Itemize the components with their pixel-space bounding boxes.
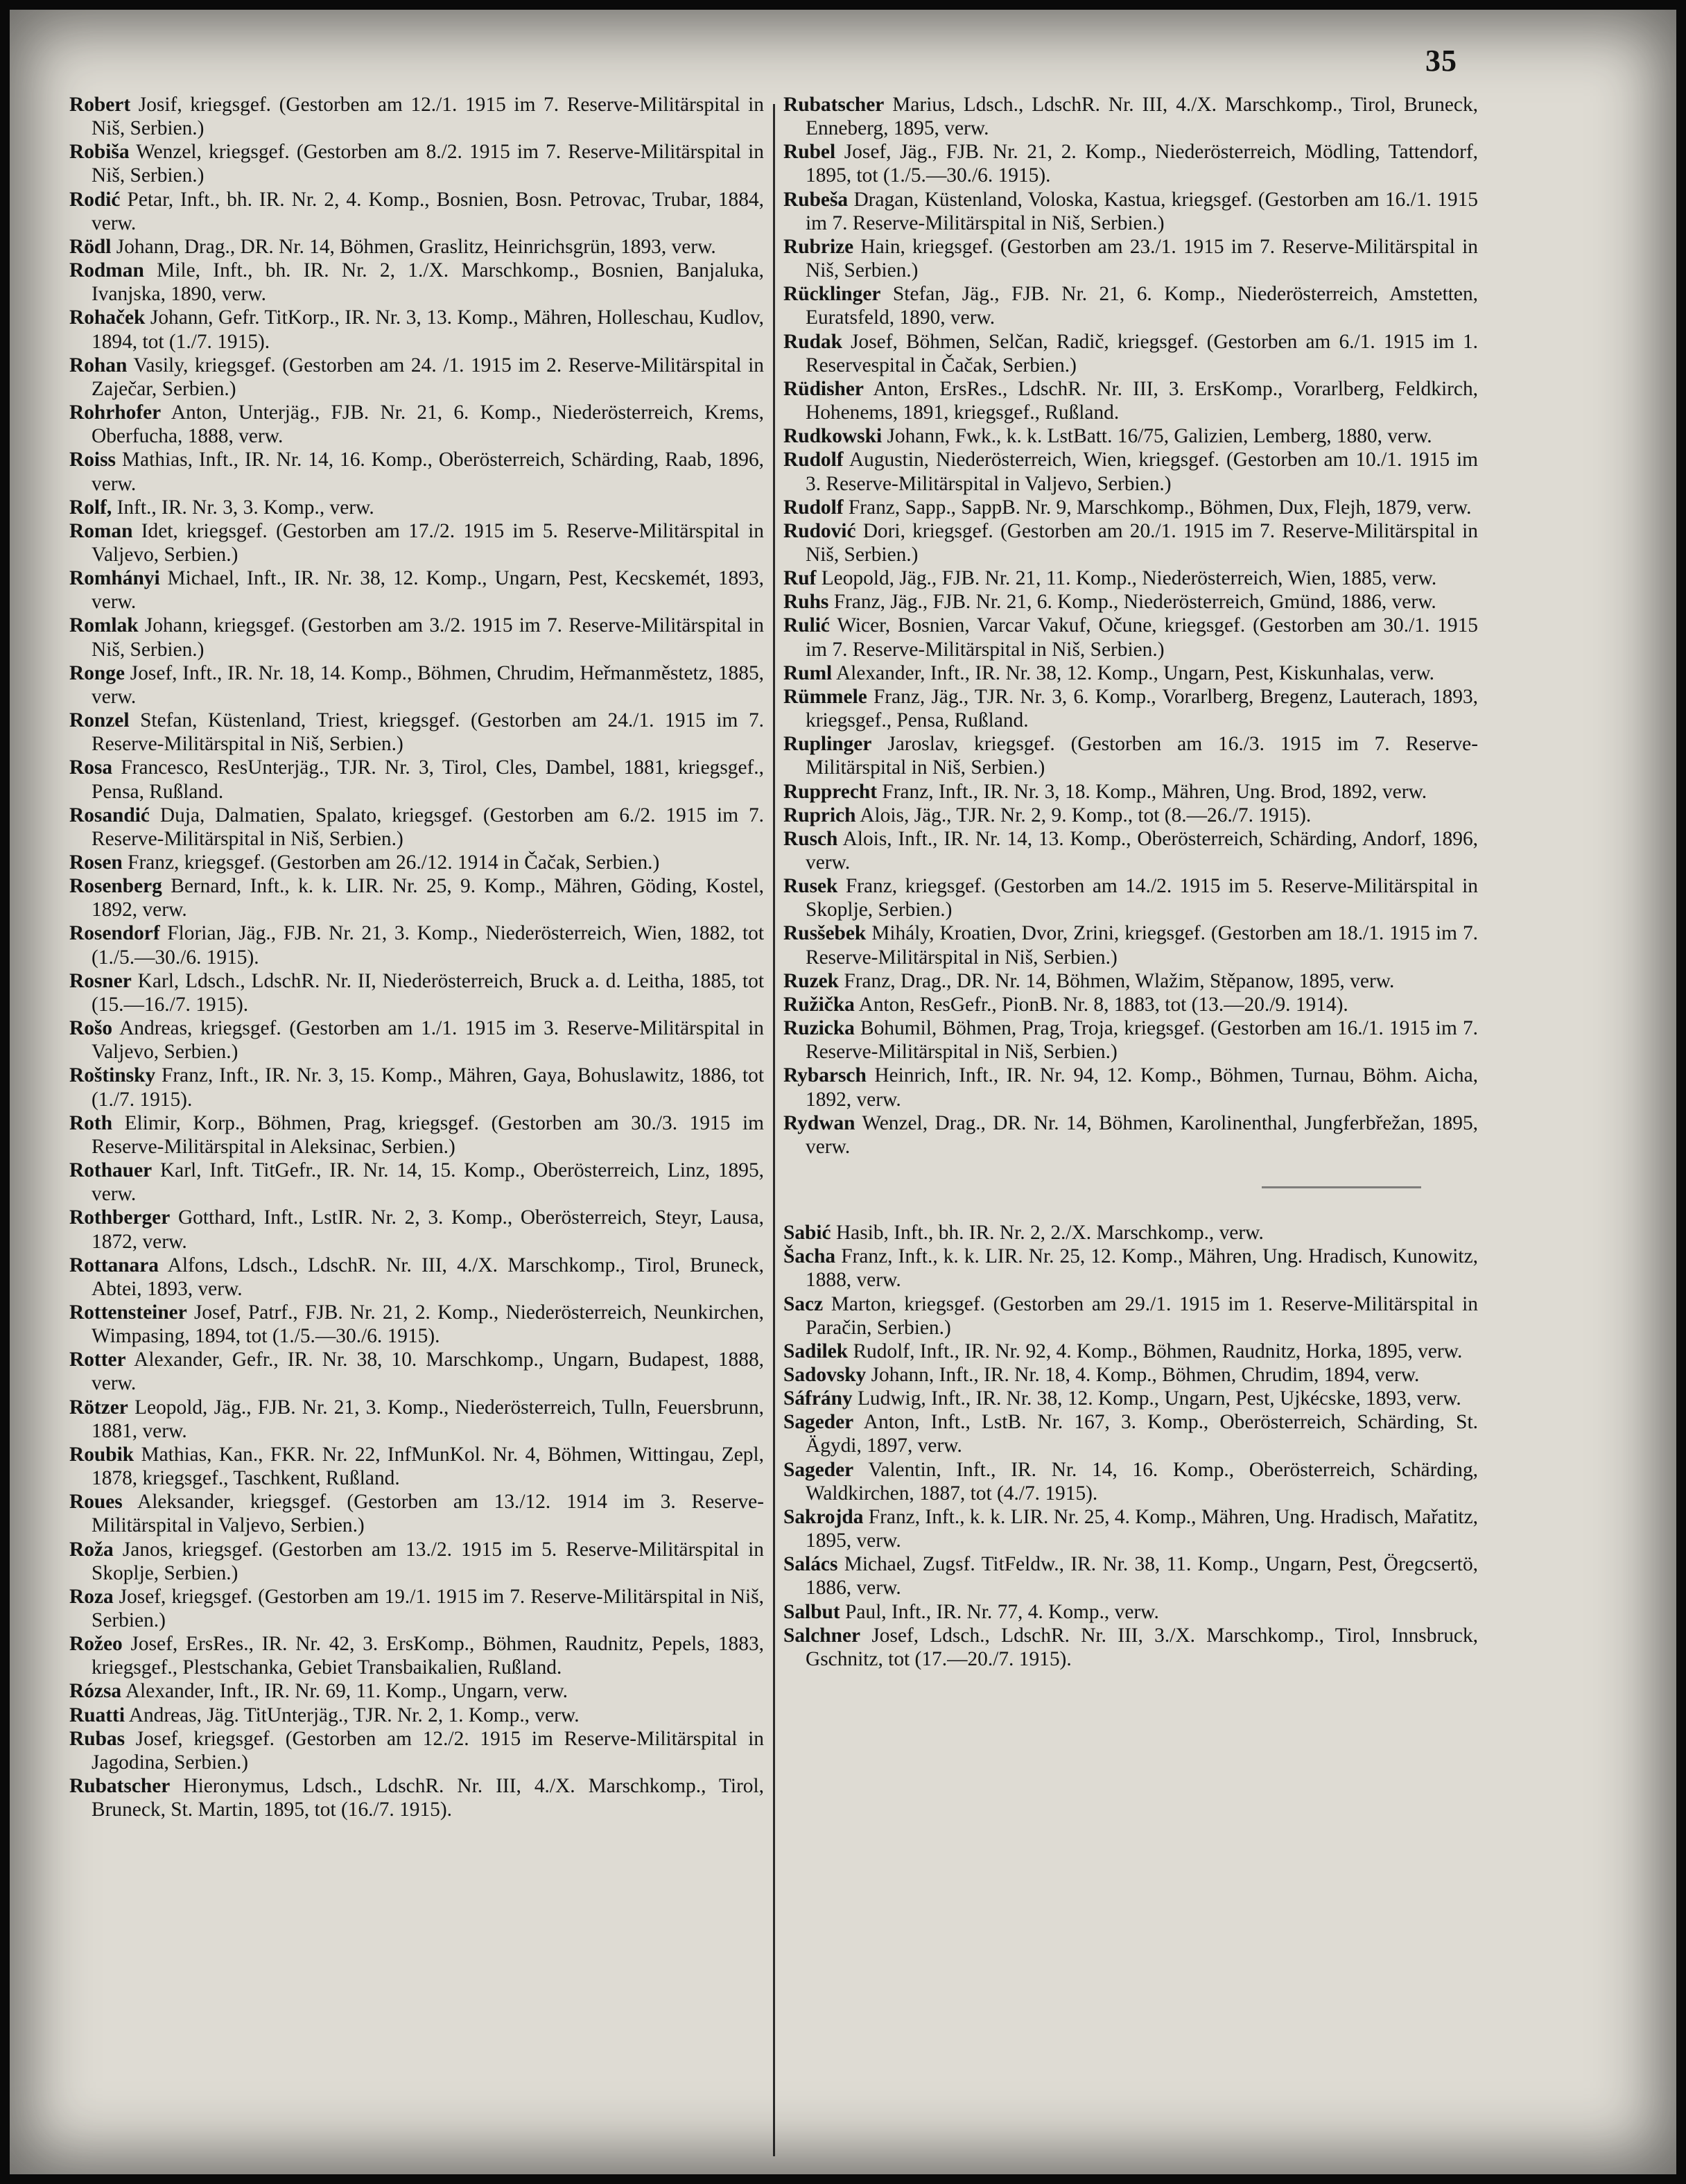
entry: [69, 566, 764, 614]
entry-surname: Robiša: [69, 141, 130, 164]
entry-details: Francesco, ResUnterjäg., TJR. Nr. 3, Tirol, Cles, Dambel, 1881, kriegsgef., Pensa, Rußland.: [92, 756, 764, 803]
entry-details: Franz, kriegsgef. (Gestorben am 14./2. 1915 im 5. Reserve-Militärspital in Skoplje, Serbien.): [806, 875, 1478, 921]
entry-details: Mathias, Kan., FKR. Nr. 22, InfMunKol. Nr. 4, Böhmen, Wittingau, Zepl, 1878, kriegsgef., Taschkent, Rußland.: [92, 1443, 764, 1490]
entry-details: Inft., IR. Nr. 3, 3. Komp., verw.: [112, 496, 374, 519]
entry-details: Jaroslav, kriegsgef. (Gestorben am 16./3. 1915 im 7. Reserve-Militärspital in Niš, Serbien.): [806, 733, 1478, 779]
entry: [69, 1064, 764, 1111]
entry-details: Janos, kriegsgef. (Gestorben am 13./2. 1915 im 5. Reserve-Militärspital in Skoplje, Serbien.): [92, 1538, 764, 1584]
entry: [783, 235, 1478, 282]
entry-surname: Ronzel: [69, 709, 130, 732]
entry-details: Michael, Inft., IR. Nr. 38, 12. Komp., Ungarn, Pest, Kecskemét, 1893, verw.: [92, 567, 764, 614]
entry-surname: Rohan: [69, 354, 128, 376]
entry-surname: Robert: [69, 94, 131, 116]
entry: [69, 804, 764, 851]
entry: [69, 1111, 764, 1159]
entry-surname: Salács: [783, 1553, 838, 1576]
entry-surname: Ruml: [783, 661, 833, 684]
entry-details: Johann, Fwk., k. k. LstBatt. 16/75, Galizien, Lemberg, 1880, verw.: [882, 425, 1432, 448]
entry: [69, 235, 764, 259]
entry-details: Alois, Inft., IR. Nr. 14, 13. Komp., Oberösterreich, Schärding, Andorf, 1896, verw.: [806, 827, 1478, 874]
entry-surname: Ruprich: [783, 804, 856, 826]
entry: [783, 566, 1478, 590]
entry-surname: Roues: [69, 1491, 123, 1514]
entry-surname: Sacz: [783, 1292, 824, 1315]
entry-surname: Rulić: [783, 614, 830, 637]
entry-details: Alexander, Inft., IR. Nr. 38, 12. Komp., Ungarn, Pest, Kiskunhalas, verw.: [832, 661, 1434, 684]
entry-details: Josef, Ldsch., LdschR. Nr. III, 3./X. Marschkomp., Tirol, Innsbruck, Gschnitz, tot (17.—20./7. 1915).: [806, 1624, 1478, 1670]
entry: [69, 1679, 764, 1703]
entry-surname: Rusch: [783, 827, 838, 850]
entry-surname: Sageder: [783, 1458, 854, 1481]
entry-surname: Rosandić: [69, 804, 150, 826]
entry-details: Josef, Jäg., FJB. Nr. 21, 2. Komp., Niederösterreich, Mödling, Tattendorf, 1895, tot (1./5.—30./6. 1915).: [806, 141, 1478, 187]
entry-surname: Rudkowski: [783, 425, 883, 448]
entry-details: Andreas, kriegsgef. (Gestorben am 1./1. 1915 im 3. Reserve-Militärspital in Valjevo, Serbien.): [92, 1017, 764, 1064]
entry: [783, 993, 1478, 1016]
entry-surname: Rohaček: [69, 306, 146, 329]
entry-surname: Rosa: [69, 756, 113, 779]
entry: [783, 1363, 1478, 1387]
entry-surname: Rodman: [69, 259, 144, 282]
entry-details: Wenzel, Drag., DR. Nr. 14, Böhmen, Karolinenthal, Jungferbřežan, 1895, verw.: [806, 1111, 1478, 1158]
entry-details: Andreas, Jäg. TitUnterjäg., TJR. Nr. 2, 1. Komp., verw.: [125, 1704, 580, 1726]
page-number: 35: [1425, 44, 1457, 78]
entry: [783, 1410, 1478, 1457]
entry-details: Franz, Inft., IR. Nr. 3, 15. Komp., Mähren, Gaya, Bohuslawitz, 1886, tot (1./7. 1915).: [92, 1064, 764, 1111]
entry: [783, 614, 1478, 661]
entry: [69, 1727, 764, 1774]
entry-surname: Ruf: [783, 567, 817, 590]
entry: [783, 1340, 1478, 1363]
entry-details: Leopold, Jäg., FJB. Nr. 21, 11. Komp., Niederösterreich, Wien, 1885, verw.: [816, 567, 1437, 590]
entry: [69, 614, 764, 661]
entry-details: Rudolf, Inft., IR. Nr. 92, 4. Komp., Böhmen, Raudnitz, Horka, 1895, verw.: [848, 1340, 1463, 1362]
entry-details: Paul, Inft., IR. Nr. 77, 4. Komp., verw.: [840, 1600, 1159, 1623]
entry-details: Karl, Ldsch., LdschR. Nr. II, Niederösterreich, Bruck a. d. Leitha, 1885, tot (15.—16./7. 1915).: [92, 969, 764, 1016]
entry: [69, 401, 764, 448]
entry: [783, 519, 1478, 566]
entry-details: Marton, kriegsgef. (Gestorben am 29./1. 1915 im 1. Reserve-Militärspital in Paračin, Serbien.): [806, 1292, 1478, 1339]
entry-surname: Rubel: [783, 141, 836, 164]
entry-surname: Rücklinger: [783, 283, 881, 306]
entry-surname: Rožeo: [69, 1633, 123, 1656]
entry-details: Duja, Dalmatien, Spalato, kriegsgef. (Gestorben am 6./2. 1915 im 7. Reserve-Militärspital in Niš, Serbien.): [92, 804, 764, 850]
entry-surname: Rosner: [69, 969, 132, 992]
entry-details: Florian, Jäg., FJB. Nr. 21, 3. Komp., Niederösterreich, Wien, 1882, tot (1./5.—30./6. 1915).: [92, 922, 764, 969]
entry: [783, 969, 1478, 993]
entry-details: Franz, Drag., DR. Nr. 14, Böhmen, Wlažim, Stěpanow, 1895, verw.: [839, 969, 1395, 992]
entry: [69, 756, 764, 803]
entry-surname: Sageder: [783, 1411, 854, 1434]
entry-surname: Ruzicka: [783, 1017, 855, 1040]
entry-surname: Rusšebek: [783, 922, 867, 945]
entry: [69, 188, 764, 235]
entry: [783, 1624, 1478, 1671]
entry: [69, 851, 764, 874]
entry: [69, 1774, 764, 1821]
entry-surname: Rybarsch: [783, 1064, 867, 1087]
entry: [783, 1600, 1478, 1624]
entry-details: Franz, Sapp., SappB. Nr. 9, Marschkomp., Böhmen, Dux, Flejh, 1879, verw.: [843, 496, 1472, 519]
entry-surname: Rudović: [783, 519, 856, 542]
entry-surname: Rubatscher: [69, 1775, 171, 1798]
entry-surname: Roza: [69, 1585, 114, 1608]
entry-surname: Sakrojda: [783, 1505, 864, 1528]
entry: [783, 330, 1478, 377]
entry-details: Johann, Drag., DR. Nr. 14, Böhmen, Graslitz, Heinrichsgrün, 1893, verw.: [111, 235, 716, 258]
entry-surname: Ruplinger: [783, 733, 872, 756]
entry-details: Josef, ErsRes., IR. Nr. 42, 3. ErsKomp., Böhmen, Raudnitz, Pepels, 1883, kriegsgef., Plestschanka, Gebiet Transbaikalien, Rußland.: [92, 1633, 764, 1679]
entry: [783, 1552, 1478, 1600]
entry-details: Alexander, Gefr., IR. Nr. 38, 10. Marschkomp., Ungarn, Budapest, 1888, verw.: [92, 1349, 764, 1395]
entry-surname: Rosenberg: [69, 875, 162, 898]
entry-details: Mathias, Inft., IR. Nr. 14, 16. Komp., Oberösterreich, Schärding, Raab, 1896, verw.: [92, 449, 764, 495]
entry-surname: Sadilek: [783, 1340, 849, 1362]
entry-details: Josif, kriegsgef. (Gestorben am 12./1. 1915 im 7. Reserve-Militärspital in Niš, Serbien.): [92, 94, 764, 140]
entry-surname: Rolf,: [69, 496, 112, 519]
entry: [69, 496, 764, 519]
entry: [783, 282, 1478, 329]
entry-details: Wicer, Bosnien, Varcar Vakuf, Očune, kriegsgef. (Gestorben am 30./1. 1915 im 7. Reserve-Militärspital in Niš, Serbien.): [806, 614, 1478, 661]
entry: [69, 1704, 764, 1727]
entry-surname: Romlak: [69, 614, 139, 637]
entry-surname: Roth: [69, 1111, 113, 1134]
entry-surname: Sadovsky: [783, 1363, 867, 1386]
entry: [69, 1443, 764, 1490]
entry: [783, 93, 1478, 140]
entry-surname: Rubas: [69, 1727, 125, 1750]
entry-details: Hieronymus, Ldsch., LdschR. Nr. III, 4./X. Marschkomp., Tirol, Bruneck, St. Martin, 1895, tot (16./7. 1915).: [92, 1775, 764, 1821]
entry-surname: Rydwan: [783, 1111, 855, 1134]
entry: [783, 1016, 1478, 1064]
entry: [783, 874, 1478, 921]
column-divider: [773, 104, 775, 2156]
entry-surname: Ronge: [69, 661, 125, 684]
entry-details: Gotthard, Inft., LstIR. Nr. 2, 3. Komp., Oberösterreich, Steyr, Lausa, 1872, verw.: [92, 1206, 764, 1253]
entry: [69, 921, 764, 969]
entry: [783, 732, 1478, 779]
entry-surname: Sabić: [783, 1222, 831, 1245]
entry-surname: Rüdisher: [783, 377, 864, 400]
entry-details: Franz, Jäg., TJR. Nr. 3, 6. Komp., Vorarlberg, Bregenz, Lauterach, 1893, kriegsgef., Pensa, Rußland.: [806, 685, 1478, 732]
entry-surname: Ruzek: [783, 969, 840, 992]
entry-details: Josef, kriegsgef. (Gestorben am 12./2. 1915 im Reserve-Militärspital in Jagodina, Serbien.): [92, 1727, 764, 1774]
entry-surname: Sáfrány: [783, 1387, 853, 1410]
entry-surname: Rothauer: [69, 1159, 153, 1182]
entry: [69, 306, 764, 353]
entry: [69, 1016, 764, 1064]
entry-surname: Rümmele: [783, 685, 867, 708]
entry: [783, 1221, 1478, 1245]
entry-details: Franz, kriegsgef. (Gestorben am 26./12. 1914 in Čačak, Serbien.): [122, 851, 660, 874]
entry-details: Josef, Böhmen, Selčan, Radič, kriegsgef. (Gestorben am 6./1. 1915 im 1. Reservespital in Čačak, Serbien.): [806, 330, 1478, 376]
entry-surname: Rupprecht: [783, 780, 877, 803]
entry-details: Anton, ResGefr., PionB. Nr. 8, 1883, tot (13.—20./9. 1914).: [854, 993, 1348, 1016]
entry-details: Josef, kriegsgef. (Gestorben am 19./1. 1915 im 7. Reserve-Militärspital in Niš, Serbien.): [92, 1585, 764, 1631]
right-column-s-entries: [783, 1221, 1478, 1671]
entry: [783, 661, 1478, 685]
entry-surname: Rubatscher: [783, 94, 885, 116]
entry: [783, 448, 1478, 495]
entry-surname: Rudak: [783, 330, 842, 353]
entry-details: Franz, Inft., IR. Nr. 3, 18. Komp., Mähren, Ung. Brod, 1892, verw.: [877, 780, 1427, 803]
entry-surname: Rodić: [69, 188, 121, 211]
entry-details: Leopold, Jäg., FJB. Nr. 21, 3. Komp., Niederösterreich, Tulln, Feuersbrunn, 1881, verw.: [92, 1396, 764, 1442]
entry: [69, 1206, 764, 1253]
entry-details: Bernard, Inft., k. k. LIR. Nr. 25, 9. Komp., Mähren, Göding, Kostel, 1892, verw.: [92, 875, 764, 921]
entry-details: Idet, kriegsgef. (Gestorben am 17./2. 1915 im 5. Reserve-Militärspital in Valjevo, Serbien.): [92, 519, 764, 566]
entry-surname: Rózsa: [69, 1680, 122, 1703]
entry: [783, 377, 1478, 424]
section-divider: [783, 1159, 1478, 1221]
entry: [783, 804, 1478, 827]
entry-surname: Rotter: [69, 1349, 126, 1371]
entry-details: Heinrich, Inft., IR. Nr. 94, 12. Komp., Böhmen, Turnau, Böhm. Aicha, 1892, verw.: [806, 1064, 1478, 1111]
entry: [69, 448, 764, 495]
right-column-r-entries: [783, 93, 1478, 1159]
entry-details: Johann, Gefr. TitKorp., IR. Nr. 3, 13. Komp., Mähren, Holleschau, Kudlov, 1894, tot (1./7. 1915).: [92, 306, 764, 353]
entry: [783, 685, 1478, 732]
entry-details: Josef, Inft., IR. Nr. 18, 14. Komp., Böhmen, Chrudim, Heřmanměstetz, 1885, verw.: [92, 661, 764, 708]
entry-surname: Rothberger: [69, 1206, 171, 1229]
entry: [69, 661, 764, 709]
entry-details: Michael, Zugsf. TitFeldw., IR. Nr. 38, 11. Komp., Ungarn, Pest, Öregcsertö, 1886, verw.: [806, 1553, 1478, 1600]
entry: [69, 519, 764, 566]
entry-details: Ludwig, Inft., IR. Nr. 38, 12. Komp., Ungarn, Pest, Ujkécske, 1893, verw.: [852, 1387, 1461, 1410]
entry: [783, 780, 1478, 804]
entry: [69, 140, 764, 187]
entry-surname: Rubeša: [783, 188, 849, 211]
entry-surname: Rödl: [69, 235, 112, 258]
entry: [783, 140, 1478, 187]
entry-surname: Rosen: [69, 851, 123, 874]
entry-details: Johann, Inft., IR. Nr. 18, 4. Komp., Böhmen, Chrudim, 1894, verw.: [866, 1363, 1420, 1386]
entry: [783, 1505, 1478, 1552]
entry-details: Wenzel, kriegsgef. (Gestorben am 8./2. 1915 im 7. Reserve-Militärspital in Niš, Serbien.): [92, 141, 764, 187]
entry-surname: Romhányi: [69, 567, 160, 590]
entry: [69, 1585, 764, 1632]
entry: [69, 709, 764, 756]
entry-surname: Rusek: [783, 875, 838, 898]
entry-details: Dragan, Küstenland, Voloska, Kastua, kriegsgef. (Gestorben am 16./1. 1915 im 7. Reserve-Militärspital in Niš, Serbien.): [806, 188, 1478, 234]
entry-details: Petar, Inft., bh. IR. Nr. 2, 4. Komp., Bosnien, Bosn. Petrovac, Trubar, 1884, verw.: [92, 188, 764, 234]
entry-details: Anton, ErsRes., LdschR. Nr. III, 3. ErsKomp., Vorarlberg, Feldkirch, Hohenems, 1891, kriegsgef., Rußland.: [806, 377, 1478, 424]
entry-details: Alexander, Inft., IR. Nr. 69, 11. Komp., Ungarn, verw.: [121, 1680, 568, 1703]
entry-surname: Salchner: [783, 1624, 861, 1647]
entry-details: Josef, Patrf., FJB. Nr. 21, 2. Komp., Niederösterreich, Neunkirchen, Wimpasing, 1894, tot (1./5.—30./6. 1915).: [92, 1301, 764, 1348]
entry-details: Hain, kriegsgef. (Gestorben am 23./1. 1915 im 7. Reserve-Militärspital in Niš, Serbien.): [806, 235, 1478, 282]
entry-details: Bohumil, Böhmen, Prag, Troja, kriegsgef. (Gestorben am 16./1. 1915 im 7. Reserve-Militärspital in Niš, Serbien.): [806, 1017, 1478, 1064]
entry: [69, 874, 764, 921]
entry: [69, 1632, 764, 1679]
entry-details: Franz, Inft., k. k. LIR. Nr. 25, 4. Komp., Mähren, Ung. Hradisch, Mařatitz, 1895, verw.: [806, 1505, 1478, 1552]
entry-details: Franz, Jäg., FJB. Nr. 21, 6. Komp., Niederösterreich, Gmünd, 1886, verw.: [828, 591, 1436, 614]
entry-details: Elimir, Korp., Böhmen, Prag, kriegsgef. (Gestorben am 30./3. 1915 im Reserve-Militärspital in Aleksinac, Serbien.): [92, 1111, 764, 1158]
entry: [69, 93, 764, 140]
entry: [69, 1159, 764, 1206]
entry-surname: Ruhs: [783, 591, 829, 614]
entry-surname: Roman: [69, 519, 133, 542]
left-column: [69, 93, 764, 1821]
entry: [783, 188, 1478, 235]
entry-surname: Ružička: [783, 993, 855, 1016]
entry-surname: Rohrhofer: [69, 401, 162, 424]
entry-surname: Šacha: [783, 1245, 836, 1268]
entry-details: Dori, kriegsgef. (Gestorben am 20./1. 1915 im 7. Reserve-Militärspital in Niš, Serbien.): [806, 519, 1478, 566]
entry-details: Mile, Inft., bh. IR. Nr. 2, 1./X. Marschkomp., Bosnien, Banjaluka, Ivanjska, 1890, verw.: [92, 259, 764, 306]
entry-details: Mihály, Kroatien, Dvor, Zrini, kriegsgef. (Gestorben am 18./1. 1915 im 7. Reserve-Militärspital in Niš, Serbien.): [806, 922, 1478, 969]
entry-details: Anton, Inft., LstB. Nr. 167, 3. Komp., Oberösterreich, Schärding, St. Ägydi, 1897, verw.: [806, 1411, 1478, 1457]
entry: [69, 1348, 764, 1395]
entry-surname: Ruatti: [69, 1704, 125, 1726]
entry-surname: Rošo: [69, 1017, 113, 1040]
entry: [69, 259, 764, 306]
entry-surname: Rudolf: [783, 449, 844, 471]
entry: [783, 1292, 1478, 1340]
entry: [69, 1490, 764, 1537]
entry-details: Augustin, Niederösterreich, Wien, kriegsgef. (Gestorben am 10./1. 1915 im 3. Reserve-Militärspital in Valjevo, Serbien.): [806, 449, 1478, 495]
entry-surname: Roiss: [69, 449, 116, 471]
entry-surname: Rubrize: [783, 235, 854, 258]
entry: [783, 424, 1478, 448]
entry: [783, 1387, 1478, 1410]
entry: [69, 969, 764, 1016]
entry-surname: Roubik: [69, 1443, 134, 1466]
entry: [69, 1301, 764, 1348]
entry-details: Vasily, kriegsgef. (Gestorben am 24. /1. 1915 im 2. Reserve-Militärspital in Zaječar, Serbien.): [92, 354, 764, 400]
entry-surname: Rudolf: [783, 496, 844, 519]
entry-details: Franz, Inft., k. k. LIR. Nr. 25, 12. Komp., Mähren, Ung. Hradisch, Kunowitz, 1888, verw.: [806, 1245, 1478, 1292]
entry-surname: Rötzer: [69, 1396, 128, 1419]
entry-details: Hasib, Inft., bh. IR. Nr. 2, 2./X. Marschkomp., verw.: [831, 1222, 1264, 1245]
entry-details: Marius, Ldsch., LdschR. Nr. III, 4./X. Marschkomp., Tirol, Bruneck, Enneberg, 1895, verw.: [806, 94, 1478, 140]
entry-details: Alois, Jäg., TJR. Nr. 2, 9. Komp., tot (8.—26./7. 1915).: [855, 804, 1312, 826]
entry: [783, 827, 1478, 874]
entry-details: Valentin, Inft., IR. Nr. 14, 16. Komp., Oberösterreich, Schärding, Waldkirchen, 1887, tot (4./7. 1915).: [806, 1458, 1478, 1505]
entry: [783, 590, 1478, 614]
entry-surname: Roža: [69, 1538, 114, 1561]
entry-details: Stefan, Jäg., FJB. Nr. 21, 6. Komp., Niederösterreich, Amstetten, Euratsfeld, 1890, verw.: [806, 283, 1478, 329]
entry-details: Anton, Unterjäg., FJB. Nr. 21, 6. Komp., Niederösterreich, Krems, Oberfucha, 1888, verw.: [92, 401, 764, 448]
entry: [783, 921, 1478, 969]
entry: [69, 1254, 764, 1301]
entry: [783, 1064, 1478, 1111]
entry: [783, 1245, 1478, 1292]
entry: [69, 1396, 764, 1443]
entry-details: Aleksander, kriegsgef. (Gestorben am 13./12. 1914 im 3. Reserve-Militärspital in Valjevo, Serbien.): [92, 1491, 764, 1537]
entry-surname: Rottensteiner: [69, 1301, 187, 1324]
entry-details: Stefan, Küstenland, Triest, kriegsgef. (Gestorben am 24./1. 1915 im 7. Reserve-Militärspital in Niš, Serbien.): [92, 709, 764, 756]
entry: [783, 1111, 1478, 1159]
entry: [69, 354, 764, 401]
entry-surname: Roštinsky: [69, 1064, 156, 1087]
entry-surname: Rosendorf: [69, 922, 160, 945]
entry-details: Karl, Inft. TitGefr., IR. Nr. 14, 15. Komp., Oberösterreich, Linz, 1895, verw.: [92, 1159, 764, 1206]
entry-surname: Salbut: [783, 1600, 840, 1623]
right-column: [783, 93, 1478, 1671]
entry: [783, 496, 1478, 519]
entry-details: Johann, kriegsgef. (Gestorben am 3./2. 1915 im 7. Reserve-Militärspital in Niš, Serbien.): [92, 614, 764, 661]
entry: [69, 1538, 764, 1585]
entry-details: Alfons, Ldsch., LdschR. Nr. III, 4./X. Marschkomp., Tirol, Bruneck, Abtei, 1893, verw.: [92, 1254, 764, 1300]
entry-surname: Rottanara: [69, 1254, 159, 1276]
entry: [783, 1458, 1478, 1505]
